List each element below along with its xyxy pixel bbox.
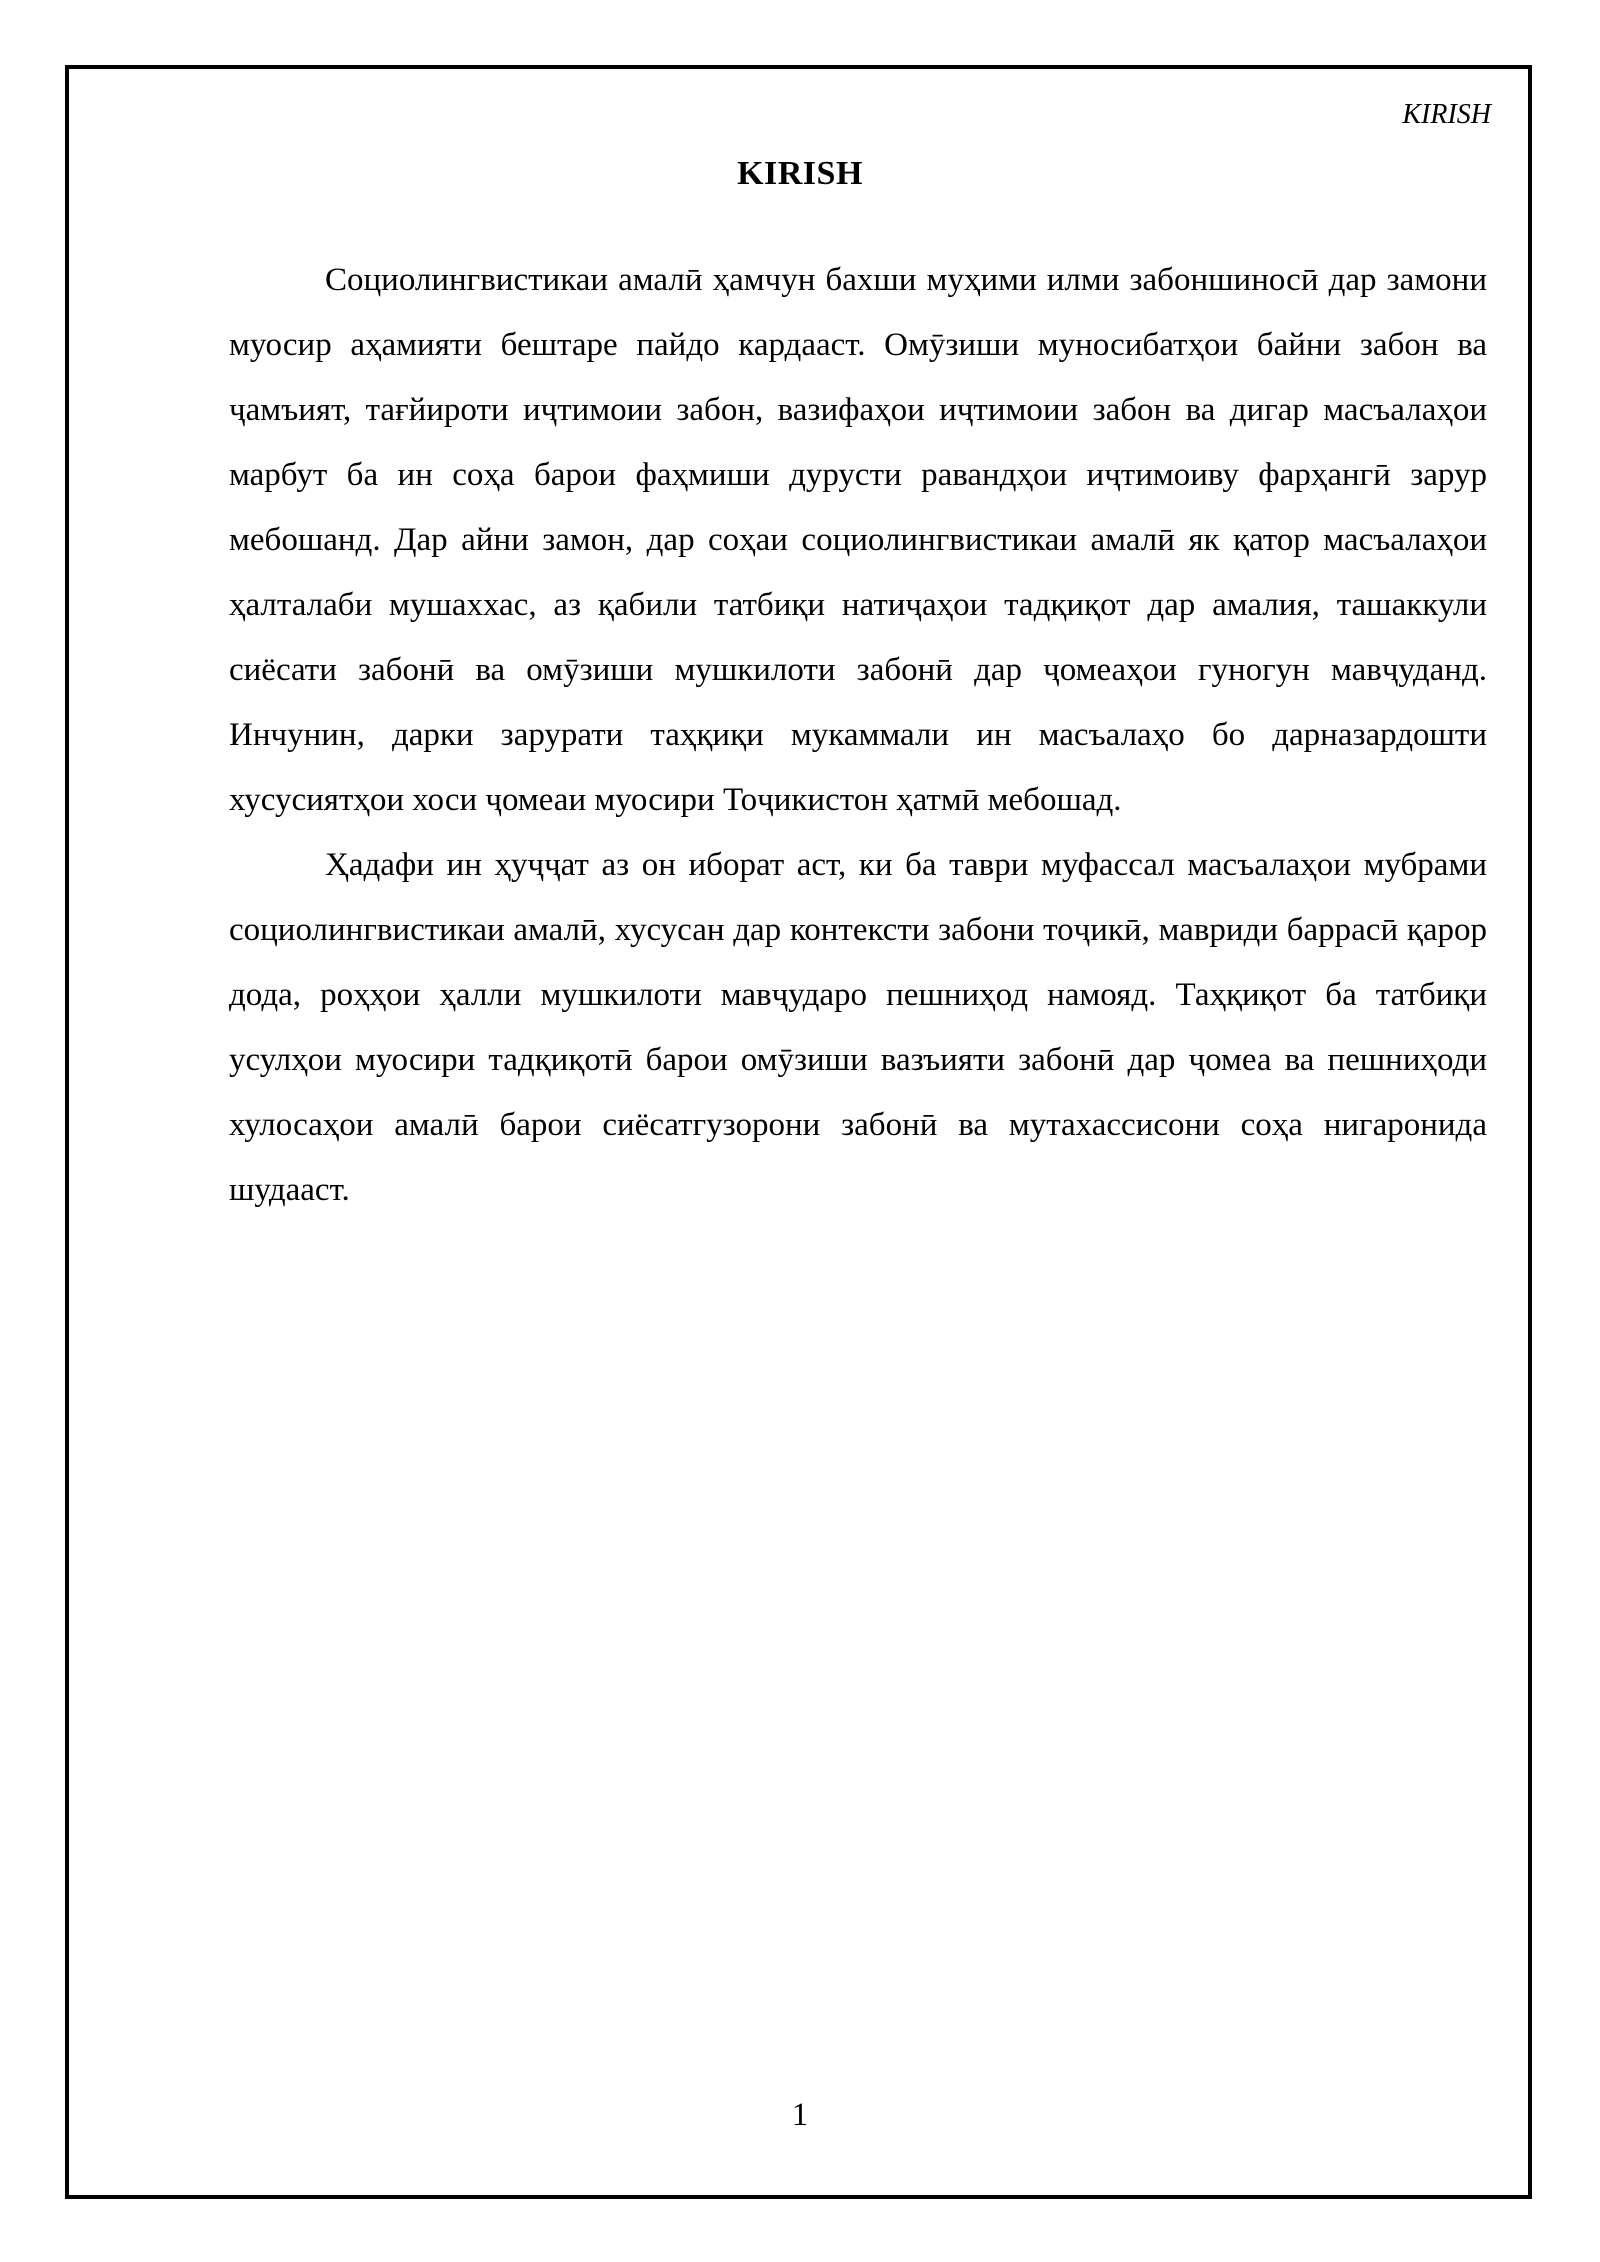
page-title: KIRISH — [737, 155, 863, 192]
paragraph: Ҳадафи ин ҳуҷҷат аз он иборат аст, ки ба таври муфассал масъалаҳои мубрами социолингвистикаи амалӣ, хусусан дар контексти забони тоҷикӣ, мавриди баррасӣ қарор дода, роҳҳои ҳалли мушкилоти мавҷударо пешниҳод намояд. Таҳқиқот ба татбиқи усулҳои муосири тадқиқотӣ барои омӯзиши вазъияти забонӣ дар ҷомеа ва пешниҳоди хулосаҳои амалӣ барои сиёсатгузорони забонӣ ва мутахассисони соҳа нигаронида шудааст. — [229, 847, 1487, 1208]
page-number: 1 — [791, 2097, 809, 2133]
document-body — [229, 248, 1487, 1223]
paragraph: Социолингвистикаи амалӣ ҳамчун бахши муҳими илми забоншиносӣ дар замони муосир аҳамияти бештаре пайдо кардааст. Омӯзиши муносибатҳои байни забон ва ҷамъият, тағйироти иҷтимоии забон, вазифаҳои иҷтимоии забон ва дигар масъалаҳои марбут ба ин соҳа барои фаҳмиши дурусти равандҳои иҷтимоиву фарҳангӣ зарур мебошанд. Дар айни замон, дар соҳаи социолингвистикаи амалӣ як қатор масъалаҳои ҳалталаби мушаххас, аз қабили татбиқи натиҷаҳои тадқиқот дар амалия, ташаккули сиёсати забонӣ ва омӯзиши мушкилоти забонӣ дар ҷомеаҳои гуногун мавҷуданд. Инчунин, дарки зарурати таҳқиқи мукаммали ин масъалаҳо бо дарназардошти хусусиятҳои хоси ҷомеаи муосири Тоҷикистон ҳатмӣ мебошад. — [229, 262, 1487, 818]
running-header: KIRISH — [1402, 99, 1491, 130]
